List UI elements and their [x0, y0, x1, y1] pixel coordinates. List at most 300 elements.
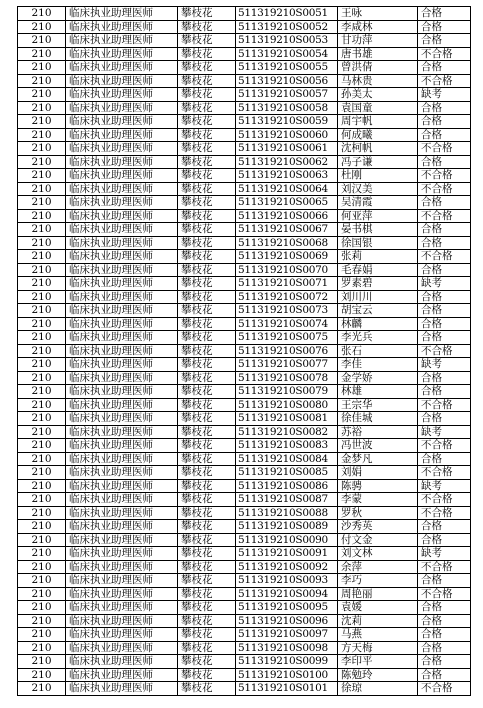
result-cell: 合格	[418, 61, 471, 75]
candidate-name-cell: 林雄	[338, 385, 418, 399]
candidate-id-cell: 511319210S0063	[236, 169, 338, 183]
result-cell: 合格	[418, 290, 471, 304]
exam-category-cell: 临床执业助理医师	[66, 682, 178, 696]
exam-category-cell: 临床执业助理医师	[66, 74, 178, 88]
candidate-id-cell: 511319210S0055	[236, 61, 338, 75]
subject-code-cell: 210	[18, 115, 66, 129]
exam-category-cell: 临床执业助理医师	[66, 7, 178, 21]
candidate-id-cell: 511319210S0058	[236, 101, 338, 115]
exam-category-cell: 临床执业助理医师	[66, 182, 178, 196]
result-cell: 不合格	[418, 439, 471, 453]
subject-code-cell: 210	[18, 196, 66, 210]
exam-category-cell: 临床执业助理医师	[66, 533, 178, 547]
exam-category-cell: 临床执业助理医师	[66, 61, 178, 75]
exam-category-cell: 临床执业助理医师	[66, 115, 178, 129]
result-cell: 合格	[418, 304, 471, 318]
exam-category-cell: 临床执业助理医师	[66, 520, 178, 534]
subject-code-cell: 210	[18, 682, 66, 696]
exam-site-cell: 攀枝花	[178, 668, 236, 682]
candidate-id-cell: 511319210S0099	[236, 655, 338, 669]
candidate-name-cell: 冯子谦	[338, 155, 418, 169]
exam-site-cell: 攀枝花	[178, 250, 236, 264]
candidate-id-cell: 511319210S0077	[236, 358, 338, 372]
exam-site-cell: 攀枝花	[178, 547, 236, 561]
exam-site-cell: 攀枝花	[178, 358, 236, 372]
candidate-name-cell: 沈柯帆	[338, 142, 418, 156]
subject-code-cell: 210	[18, 209, 66, 223]
candidate-name-cell: 周宇帆	[338, 115, 418, 129]
table-row	[18, 236, 471, 250]
exam-site-cell: 攀枝花	[178, 385, 236, 399]
result-cell: 缺考	[418, 88, 471, 102]
candidate-id-cell: 511319210S0064	[236, 182, 338, 196]
candidate-id-cell: 511319210S0061	[236, 142, 338, 156]
table-row	[18, 506, 471, 520]
candidate-name-cell: 刘汉美	[338, 182, 418, 196]
candidate-name-cell: 马燕	[338, 628, 418, 642]
result-cell: 合格	[418, 20, 471, 34]
result-cell: 合格	[418, 655, 471, 669]
exam-category-cell: 临床执业助理医师	[66, 560, 178, 574]
exam-site-cell: 攀枝花	[178, 7, 236, 21]
candidate-name-cell: 余萍	[338, 560, 418, 574]
result-cell: 合格	[418, 101, 471, 115]
candidate-id-cell: 511319210S0069	[236, 250, 338, 264]
table-row	[18, 574, 471, 588]
result-cell: 合格	[418, 115, 471, 129]
exam-site-cell: 攀枝花	[178, 34, 236, 48]
exam-category-cell: 临床执业助理医师	[66, 601, 178, 615]
subject-code-cell: 210	[18, 277, 66, 291]
exam-site-cell: 攀枝花	[178, 452, 236, 466]
exam-category-cell: 临床执业助理医师	[66, 452, 178, 466]
result-cell: 合格	[418, 452, 471, 466]
subject-code-cell: 210	[18, 331, 66, 345]
table-row	[18, 398, 471, 412]
exam-category-cell: 临床执业助理医师	[66, 547, 178, 561]
exam-site-cell: 攀枝花	[178, 439, 236, 453]
exam-site-cell: 攀枝花	[178, 88, 236, 102]
exam-site-cell: 攀枝花	[178, 641, 236, 655]
exam-category-cell: 临床执业助理医师	[66, 20, 178, 34]
candidate-name-cell: 周艳丽	[338, 587, 418, 601]
candidate-id-cell: 511319210S0090	[236, 533, 338, 547]
subject-code-cell: 210	[18, 560, 66, 574]
table-row	[18, 587, 471, 601]
results-table	[17, 6, 471, 696]
result-cell: 缺考	[418, 479, 471, 493]
candidate-id-cell: 511319210S0098	[236, 641, 338, 655]
candidate-id-cell: 511319210S0054	[236, 47, 338, 61]
exam-site-cell: 攀枝花	[178, 506, 236, 520]
result-cell: 缺考	[418, 547, 471, 561]
result-cell: 合格	[418, 533, 471, 547]
result-cell: 合格	[418, 317, 471, 331]
candidate-name-cell: 王宗华	[338, 398, 418, 412]
table-row	[18, 533, 471, 547]
exam-site-cell: 攀枝花	[178, 142, 236, 156]
subject-code-cell: 210	[18, 34, 66, 48]
subject-code-cell: 210	[18, 250, 66, 264]
exam-category-cell: 临床执业助理医师	[66, 331, 178, 345]
result-cell: 缺考	[418, 358, 471, 372]
result-cell: 合格	[418, 601, 471, 615]
candidate-name-cell: 李巧	[338, 574, 418, 588]
exam-site-cell: 攀枝花	[178, 479, 236, 493]
result-cell: 不合格	[418, 506, 471, 520]
candidate-id-cell: 511319210S0074	[236, 317, 338, 331]
candidate-id-cell: 511319210S0080	[236, 398, 338, 412]
candidate-id-cell: 511319210S0081	[236, 412, 338, 426]
exam-site-cell: 攀枝花	[178, 655, 236, 669]
result-cell: 合格	[418, 155, 471, 169]
subject-code-cell: 210	[18, 142, 66, 156]
subject-code-cell: 210	[18, 358, 66, 372]
candidate-id-cell: 511319210S0079	[236, 385, 338, 399]
exam-category-cell: 临床执业助理医师	[66, 655, 178, 669]
result-cell: 不合格	[418, 493, 471, 507]
exam-category-cell: 临床执业助理医师	[66, 155, 178, 169]
subject-code-cell: 210	[18, 182, 66, 196]
exam-category-cell: 临床执业助理医师	[66, 668, 178, 682]
candidate-name-cell: 甘功萍	[338, 34, 418, 48]
result-cell: 合格	[418, 331, 471, 345]
candidate-id-cell: 511319210S0065	[236, 196, 338, 210]
result-cell: 不合格	[418, 47, 471, 61]
exam-site-cell: 攀枝花	[178, 304, 236, 318]
exam-site-cell: 攀枝花	[178, 425, 236, 439]
subject-code-cell: 210	[18, 371, 66, 385]
candidate-id-cell: 511319210S0094	[236, 587, 338, 601]
exam-category-cell: 临床执业助理医师	[66, 358, 178, 372]
subject-code-cell: 210	[18, 223, 66, 237]
exam-site-cell: 攀枝花	[178, 196, 236, 210]
candidate-name-cell: 曾洪倩	[338, 61, 418, 75]
table-row	[18, 47, 471, 61]
table-row	[18, 385, 471, 399]
candidate-id-cell: 511319210S0078	[236, 371, 338, 385]
result-cell: 不合格	[418, 587, 471, 601]
table-row	[18, 290, 471, 304]
candidate-id-cell: 511319210S0076	[236, 344, 338, 358]
exam-site-cell: 攀枝花	[178, 155, 236, 169]
candidate-name-cell: 刘娟	[338, 466, 418, 480]
result-cell: 缺考	[418, 277, 471, 291]
candidate-name-cell: 方天梅	[338, 641, 418, 655]
candidate-name-cell: 李蒙	[338, 493, 418, 507]
result-cell: 不合格	[418, 682, 471, 696]
table-row	[18, 668, 471, 682]
exam-site-cell: 攀枝花	[178, 533, 236, 547]
table-row	[18, 277, 471, 291]
candidate-name-cell: 袁国童	[338, 101, 418, 115]
exam-site-cell: 攀枝花	[178, 61, 236, 75]
result-cell: 不合格	[418, 560, 471, 574]
exam-category-cell: 临床执业助理医师	[66, 587, 178, 601]
exam-site-cell: 攀枝花	[178, 223, 236, 237]
candidate-id-cell: 511319210S0075	[236, 331, 338, 345]
exam-category-cell: 临床执业助理医师	[66, 493, 178, 507]
subject-code-cell: 210	[18, 425, 66, 439]
table-row	[18, 74, 471, 88]
candidate-id-cell: 511319210S0072	[236, 290, 338, 304]
subject-code-cell: 210	[18, 452, 66, 466]
exam-site-cell: 攀枝花	[178, 236, 236, 250]
exam-site-cell: 攀枝花	[178, 74, 236, 88]
table-row	[18, 169, 471, 183]
candidate-id-cell: 511319210S0085	[236, 466, 338, 480]
result-cell: 合格	[418, 128, 471, 142]
result-cell: 不合格	[418, 182, 471, 196]
subject-code-cell: 210	[18, 317, 66, 331]
candidate-name-cell: 陈勉玲	[338, 668, 418, 682]
candidate-id-cell: 511319210S0056	[236, 74, 338, 88]
subject-code-cell: 210	[18, 47, 66, 61]
result-cell: 合格	[418, 641, 471, 655]
candidate-id-cell: 511319210S0067	[236, 223, 338, 237]
result-cell: 合格	[418, 34, 471, 48]
candidate-id-cell: 511319210S0100	[236, 668, 338, 682]
candidate-id-cell: 511319210S0087	[236, 493, 338, 507]
candidate-id-cell: 511319210S0068	[236, 236, 338, 250]
candidate-name-cell: 李光兵	[338, 331, 418, 345]
result-cell: 合格	[418, 385, 471, 399]
table-row	[18, 88, 471, 102]
exam-category-cell: 临床执业助理医师	[66, 128, 178, 142]
exam-category-cell: 临床执业助理医师	[66, 196, 178, 210]
exam-site-cell: 攀枝花	[178, 587, 236, 601]
candidate-name-cell: 徐国银	[338, 236, 418, 250]
exam-site-cell: 攀枝花	[178, 115, 236, 129]
subject-code-cell: 210	[18, 304, 66, 318]
table-row	[18, 263, 471, 277]
candidate-id-cell: 511319210S0093	[236, 574, 338, 588]
exam-category-cell: 临床执业助理医师	[66, 250, 178, 264]
result-cell: 合格	[418, 263, 471, 277]
table-row	[18, 371, 471, 385]
result-cell: 合格	[418, 7, 471, 21]
candidate-name-cell: 沙秀英	[338, 520, 418, 534]
result-cell: 合格	[418, 371, 471, 385]
result-cell: 合格	[418, 236, 471, 250]
table-row	[18, 7, 471, 21]
candidate-name-cell: 王咏	[338, 7, 418, 21]
candidate-name-cell: 林麟	[338, 317, 418, 331]
subject-code-cell: 210	[18, 614, 66, 628]
result-cell: 不合格	[418, 466, 471, 480]
table-row	[18, 196, 471, 210]
exam-site-cell: 攀枝花	[178, 601, 236, 615]
result-cell: 合格	[418, 223, 471, 237]
subject-code-cell: 210	[18, 641, 66, 655]
candidate-name-cell: 冯世波	[338, 439, 418, 453]
table-row	[18, 304, 471, 318]
exam-category-cell: 临床执业助理医师	[66, 290, 178, 304]
exam-category-cell: 临床执业助理医师	[66, 101, 178, 115]
table-row	[18, 628, 471, 642]
exam-category-cell: 临床执业助理医师	[66, 439, 178, 453]
exam-category-cell: 临床执业助理医师	[66, 641, 178, 655]
candidate-id-cell: 511319210S0083	[236, 439, 338, 453]
exam-site-cell: 攀枝花	[178, 290, 236, 304]
subject-code-cell: 210	[18, 412, 66, 426]
table-row	[18, 34, 471, 48]
exam-site-cell: 攀枝花	[178, 344, 236, 358]
subject-code-cell: 210	[18, 398, 66, 412]
candidate-name-cell: 苏裕	[338, 425, 418, 439]
result-cell: 不合格	[418, 398, 471, 412]
candidate-id-cell: 511319210S0060	[236, 128, 338, 142]
table-row	[18, 412, 471, 426]
table-row	[18, 682, 471, 696]
exam-category-cell: 临床执业助理医师	[66, 34, 178, 48]
exam-category-cell: 临床执业助理医师	[66, 47, 178, 61]
result-cell: 不合格	[418, 74, 471, 88]
result-cell: 缺考	[418, 425, 471, 439]
exam-site-cell: 攀枝花	[178, 520, 236, 534]
exam-category-cell: 临床执业助理医师	[66, 88, 178, 102]
exam-site-cell: 攀枝花	[178, 412, 236, 426]
subject-code-cell: 210	[18, 7, 66, 21]
exam-site-cell: 攀枝花	[178, 101, 236, 115]
candidate-name-cell: 何亚萍	[338, 209, 418, 223]
subject-code-cell: 210	[18, 236, 66, 250]
result-cell: 不合格	[418, 142, 471, 156]
subject-code-cell: 210	[18, 155, 66, 169]
exam-site-cell: 攀枝花	[178, 277, 236, 291]
exam-site-cell: 攀枝花	[178, 371, 236, 385]
candidate-id-cell: 511319210S0101	[236, 682, 338, 696]
candidate-name-cell: 沈莉	[338, 614, 418, 628]
candidate-id-cell: 511319210S0084	[236, 452, 338, 466]
candidate-name-cell: 何成曦	[338, 128, 418, 142]
table-row	[18, 128, 471, 142]
candidate-id-cell: 511319210S0096	[236, 614, 338, 628]
candidate-id-cell: 511319210S0059	[236, 115, 338, 129]
exam-category-cell: 临床执业助理医师	[66, 236, 178, 250]
exam-category-cell: 临床执业助理医师	[66, 425, 178, 439]
subject-code-cell: 210	[18, 587, 66, 601]
table-row	[18, 452, 471, 466]
candidate-name-cell: 晏书棋	[338, 223, 418, 237]
candidate-name-cell: 袁媛	[338, 601, 418, 615]
subject-code-cell: 210	[18, 344, 66, 358]
table-row	[18, 142, 471, 156]
candidate-name-cell: 马林贵	[338, 74, 418, 88]
exam-category-cell: 临床执业助理医师	[66, 169, 178, 183]
table-row	[18, 115, 471, 129]
candidate-id-cell: 511319210S0052	[236, 20, 338, 34]
candidate-id-cell: 511319210S0062	[236, 155, 338, 169]
candidate-name-cell: 吴清霞	[338, 196, 418, 210]
subject-code-cell: 210	[18, 101, 66, 115]
table-row	[18, 61, 471, 75]
exam-site-cell: 攀枝花	[178, 20, 236, 34]
table-row	[18, 358, 471, 372]
result-cell: 合格	[418, 412, 471, 426]
candidate-name-cell: 胡宝云	[338, 304, 418, 318]
table-row	[18, 479, 471, 493]
exam-category-cell: 临床执业助理医师	[66, 398, 178, 412]
table-row	[18, 655, 471, 669]
result-cell: 不合格	[418, 169, 471, 183]
table-row	[18, 466, 471, 480]
candidate-id-cell: 511319210S0070	[236, 263, 338, 277]
table-row	[18, 425, 471, 439]
candidate-name-cell: 罗秋	[338, 506, 418, 520]
candidate-id-cell: 511319210S0082	[236, 425, 338, 439]
exam-site-cell: 攀枝花	[178, 466, 236, 480]
candidate-id-cell: 511319210S0089	[236, 520, 338, 534]
result-cell: 不合格	[418, 344, 471, 358]
table-row	[18, 641, 471, 655]
table-row	[18, 155, 471, 169]
table-row	[18, 493, 471, 507]
exam-site-cell: 攀枝花	[178, 628, 236, 642]
subject-code-cell: 210	[18, 466, 66, 480]
candidate-name-cell: 金梦凡	[338, 452, 418, 466]
candidate-name-cell: 唐书雄	[338, 47, 418, 61]
exam-category-cell: 临床执业助理医师	[66, 344, 178, 358]
exam-site-cell: 攀枝花	[178, 614, 236, 628]
subject-code-cell: 210	[18, 74, 66, 88]
exam-site-cell: 攀枝花	[178, 263, 236, 277]
exam-site-cell: 攀枝花	[178, 182, 236, 196]
table-row	[18, 209, 471, 223]
table-row	[18, 614, 471, 628]
table-row	[18, 331, 471, 345]
candidate-name-cell: 毛春娟	[338, 263, 418, 277]
candidate-name-cell: 徐琼	[338, 682, 418, 696]
subject-code-cell: 210	[18, 20, 66, 34]
table-row	[18, 560, 471, 574]
candidate-id-cell: 511319210S0095	[236, 601, 338, 615]
candidate-id-cell: 511319210S0073	[236, 304, 338, 318]
result-cell: 合格	[418, 614, 471, 628]
subject-code-cell: 210	[18, 547, 66, 561]
table-row	[18, 601, 471, 615]
exam-category-cell: 临床执业助理医师	[66, 574, 178, 588]
exam-site-cell: 攀枝花	[178, 560, 236, 574]
subject-code-cell: 210	[18, 493, 66, 507]
exam-site-cell: 攀枝花	[178, 169, 236, 183]
exam-category-cell: 临床执业助理医师	[66, 223, 178, 237]
exam-category-cell: 临床执业助理医师	[66, 628, 178, 642]
table-row	[18, 344, 471, 358]
candidate-id-cell: 511319210S0053	[236, 34, 338, 48]
exam-category-cell: 临床执业助理医师	[66, 277, 178, 291]
subject-code-cell: 210	[18, 655, 66, 669]
result-cell: 不合格	[418, 250, 471, 264]
table-row	[18, 520, 471, 534]
subject-code-cell: 210	[18, 520, 66, 534]
exam-site-cell: 攀枝花	[178, 493, 236, 507]
candidate-name-cell: 陈骋	[338, 479, 418, 493]
subject-code-cell: 210	[18, 628, 66, 642]
candidate-id-cell: 511319210S0057	[236, 88, 338, 102]
table-row	[18, 182, 471, 196]
candidate-name-cell: 徐佳城	[338, 412, 418, 426]
candidate-name-cell: 孙美太	[338, 88, 418, 102]
subject-code-cell: 210	[18, 385, 66, 399]
exam-category-cell: 临床执业助理医师	[66, 466, 178, 480]
exam-category-cell: 临床执业助理医师	[66, 412, 178, 426]
result-cell: 合格	[418, 628, 471, 642]
subject-code-cell: 210	[18, 479, 66, 493]
exam-site-cell: 攀枝花	[178, 574, 236, 588]
subject-code-cell: 210	[18, 88, 66, 102]
exam-site-cell: 攀枝花	[178, 128, 236, 142]
